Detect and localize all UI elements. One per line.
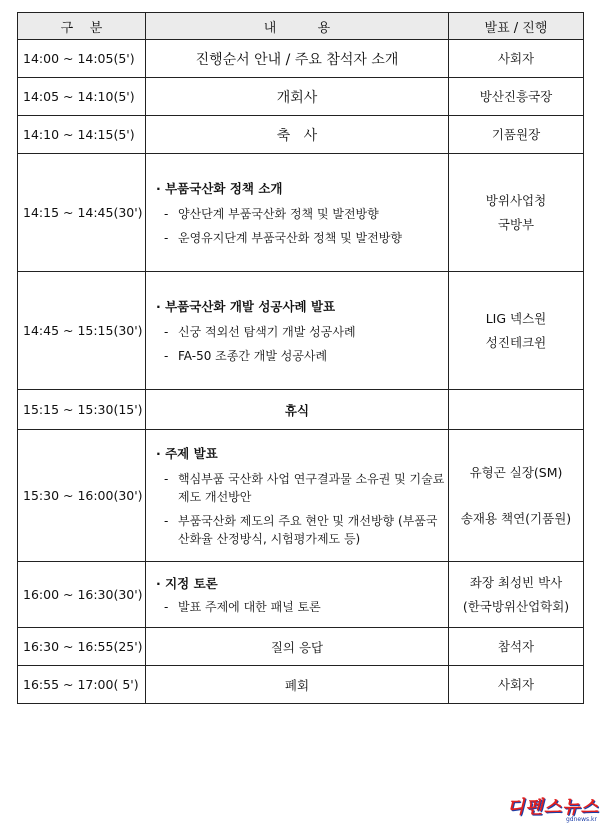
table-row: [18, 116, 584, 154]
list-item: - 핵심부품 국산화 사업 연구결과물 소유권 및 기술료 제도 개선방안: [164, 471, 445, 504]
table-header: [18, 13, 584, 40]
list-item: - 발표 주제에 대한 패널 토론: [164, 599, 321, 614]
list-item: - 양산단계 부품국산화 정책 및 발전방향: [164, 206, 379, 221]
time-cell: 16:00 ~ 16:30(30'): [18, 562, 146, 628]
speaker-cell: [449, 666, 584, 704]
content-cell: 축 사: [146, 116, 449, 154]
table-row: [18, 430, 584, 562]
speaker: 사회자: [497, 676, 535, 692]
section-heading: · 부품국산화 정책 소개: [156, 180, 283, 196]
content-cell: 폐회: [146, 666, 449, 704]
table-row: [18, 666, 584, 704]
time-cell: 16:30 ~ 16:55(25'): [18, 628, 146, 666]
speaker-cell: [449, 430, 584, 562]
speaker-cell: [449, 562, 584, 628]
section-heading: · 주제 발표: [156, 445, 218, 461]
section-heading: · 부품국산화 개발 성공사례 발표: [156, 298, 336, 314]
content-cell: 휴식: [146, 390, 449, 430]
time-cell: 16:55 ~ 17:00( 5'): [18, 666, 146, 704]
speaker-cell: [449, 40, 584, 78]
time-cell: 14:15 ~ 14:45(30'): [18, 154, 146, 272]
speaker-cell: [449, 78, 584, 116]
header-time: 구 분: [18, 13, 146, 40]
speaker: 국방부: [497, 216, 535, 232]
content-cell: [146, 562, 449, 628]
table-row: [18, 628, 584, 666]
schedule-table: [17, 12, 584, 704]
time-cell: 15:30 ~ 16:00(30'): [18, 430, 146, 562]
speaker: 유형곤 실장(SM): [469, 464, 563, 480]
header-content: 내 용: [146, 13, 449, 40]
list-item: - FA-50 조종간 개발 성공사례: [164, 348, 328, 363]
speaker: 좌장 최성빈 박사: [469, 574, 563, 590]
table-row: [18, 40, 584, 78]
list-item: - 운영유지단계 부품국산화 정책 및 발전방향: [164, 230, 402, 245]
table-row: [18, 78, 584, 116]
time-cell: 15:15 ~ 15:30(15'): [18, 390, 146, 430]
time-cell: 14:05 ~ 14:10(5'): [18, 78, 146, 116]
speaker-cell: [449, 628, 584, 666]
speaker: 기품원장: [491, 126, 541, 142]
table-row: [18, 272, 584, 390]
speaker: 사회자: [497, 50, 535, 66]
speaker: 방위사업청: [485, 192, 547, 208]
speaker: LIG 넥스원: [485, 310, 547, 326]
logo-url: gdnews.kr: [566, 816, 597, 823]
content-cell: 질의 응답: [146, 628, 449, 666]
content-cell: 개회사: [146, 78, 449, 116]
time-cell: 14:10 ~ 14:15(5'): [18, 116, 146, 154]
speaker-cell: [449, 390, 584, 430]
speaker: 참석자: [497, 638, 535, 654]
table-row: [18, 562, 584, 628]
speaker-cell: [449, 116, 584, 154]
time-cell: 14:00 ~ 14:05(5'): [18, 40, 146, 78]
speaker-cell: [449, 272, 584, 390]
defense-news-logo: [483, 793, 599, 823]
speaker: (한국방위산업학회): [462, 598, 570, 614]
speaker: 송재용 책연(기품원): [460, 510, 572, 526]
time-cell: 14:45 ~ 15:15(30'): [18, 272, 146, 390]
speaker: 성진테크윈: [485, 334, 547, 350]
header-speaker: 발표 / 진행: [449, 13, 584, 40]
list-item: - 부품국산화 제도의 주요 현안 및 개선방향 (부품국산화율 산정방식, 시험평가제도 등): [164, 513, 438, 546]
content-cell: 진행순서 안내 / 주요 참석자 소개: [146, 40, 449, 78]
content-cell: [146, 154, 449, 272]
section-heading: · 지정 토론: [156, 575, 218, 591]
content-cell: [146, 272, 449, 390]
content-cell: [146, 430, 449, 562]
speaker: 방산진흥국장: [479, 88, 553, 104]
speaker-cell: [449, 154, 584, 272]
table-row: [18, 390, 584, 430]
table-row: [18, 154, 584, 272]
list-item: - 신궁 적외선 탐색기 개발 성공사례: [164, 324, 356, 339]
logo-text: 디펜스뉴스: [507, 797, 599, 818]
